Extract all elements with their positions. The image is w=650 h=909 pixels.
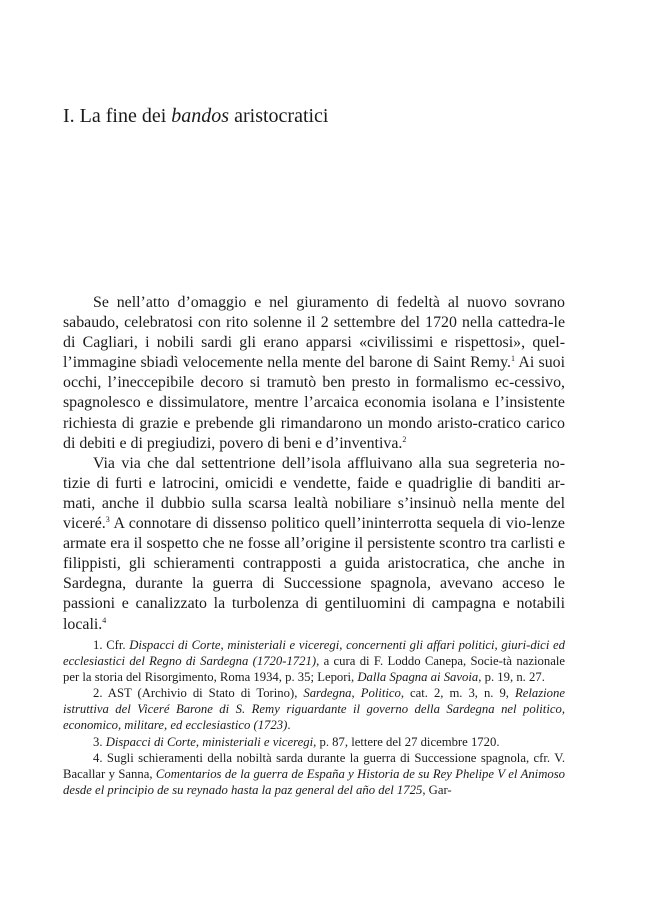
text-run: Ai suoi occhi, l’ineccepibile decoro si tramutò ben presto in formalismo ec-cessivo, spagnolesco e dissimulatore, mentre l’arcaica economia isolana e l’insistente richiesta di grazie e prebende gli rimandarono un mondo aristo-cratico carico di debiti e di pregiudizi, povero di beni e d’inventiva. <box>63 354 565 452</box>
footnote-ref: 3 <box>105 515 110 525</box>
italic-run: Dispacci di Corte, ministeriali e viceregi <box>105 734 314 749</box>
text-run: 1. Cfr. <box>93 638 130 652</box>
body-text <box>63 293 565 635</box>
italic-run: Politico <box>360 686 401 701</box>
footnote-4 <box>63 750 565 798</box>
text-run: 4. Sugli schieramenti della nobiltà sarda durante la guerra di Successione spagnola, cfr. V. Bacallar y Sanna, <box>63 750 565 781</box>
text-run: , p. 19, n. 27. <box>478 670 545 685</box>
text-run: 2. AST (Archivio di Stato di Torino), <box>93 686 304 701</box>
body-paragraph-1 <box>63 293 565 454</box>
chapter-title-post: aristocratici <box>234 105 329 127</box>
chapter-title-pre: La fine dei <box>79 105 167 127</box>
text-run: , a cura di F. Loddo Canepa, Socie-tà nazionale per la storia del Risorgimento, Roma 1934, p. 35; Lepori, <box>63 654 565 685</box>
text-run: A connotare di dissenso politico quell’ininterrotta sequela di vio-lenze armate era il sospetto che ne fosse all’origine il persistente scontro tra carlisti e filippisti, gli schieramenti contrapposti a guida aristocratica, che anche in Sardegna, durante la guerra di Successione spagnola, avevano acceso le passioni e canalizzato la turbolenza di gentiluomini di campagna e notabili locali. <box>63 515 565 633</box>
chapter-number: I. <box>63 105 75 127</box>
text-run: Se nell’atto d’omaggio e nel giuramento di fedeltà al nuovo sovrano sabaudo, celebratosi con rito solenne il 2 settembre del 1720 nella cattedra-le di Cagliari, i nobili sardi gli erano apparsi «civilissimi e rispettosi», quel-l’immagine sbiadì velocemente nella mente del barone di Saint Remy. <box>63 294 565 372</box>
footnote-2 <box>63 685 565 733</box>
body-paragraph-2 <box>63 454 565 635</box>
italic-run: Sardegna <box>303 686 352 701</box>
italic-run: Comentarios de la guerra de España y Historia de su Rey Phelipe V el Animoso desde el principio de su reynado hasta la paz general del año del 1725 <box>63 766 565 797</box>
text-run: , cat. 2, m. 3, n. 9, <box>400 686 515 701</box>
text-run: . <box>287 718 291 733</box>
italic-run: Relazione istruttiva del Viceré Barone di S. Remy riguardante il governo della Sardegna nel politico, economico, militare, ed ecclesiastico (1723) <box>63 686 565 733</box>
footnote-3 <box>63 734 565 750</box>
italic-run: Dalla Spagna ai Savoia <box>357 670 479 685</box>
footnotes <box>63 637 565 798</box>
text-run: , p. 87, lettere del 27 dicembre 1720. <box>313 734 500 749</box>
text-run: 3. <box>93 734 106 749</box>
footnote-ref: 1 <box>511 354 515 364</box>
footnote-ref: 2 <box>402 434 407 444</box>
italic-run: Dispacci di Corte, ministeriali e viceregi, concernenti gli affari politici, giuri-dici ed ecclesiastici del Regno di Sardegna (1720-1721) <box>63 638 565 669</box>
chapter-title <box>63 103 329 129</box>
footnote-ref: 4 <box>102 615 107 625</box>
text-run: , <box>351 686 361 701</box>
footnote-1 <box>63 637 565 685</box>
text-run: , Gar- <box>422 782 452 797</box>
text-run: Via via che dal settentrione dell’isola affluivano alla sua segreteria no-tizie di furti e latrocini, omicidi e vendette, faide e quadriglie di banditi ar-mati, anche il dubbio sulla scarsa lealtà nobiliare s’insinuò nella mente del viceré. <box>63 454 565 533</box>
chapter-title-italic: bandos <box>171 105 230 127</box>
